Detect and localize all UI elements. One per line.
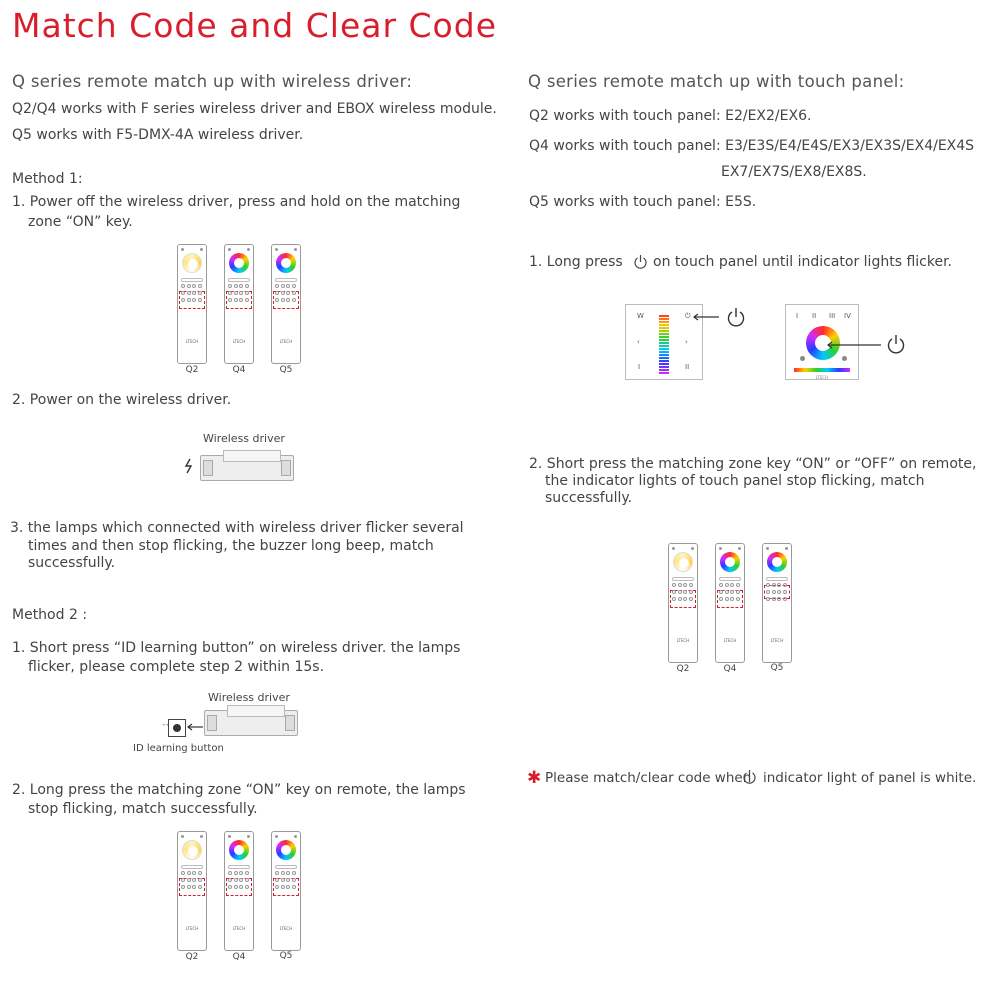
color-strip — [794, 368, 850, 372]
right-line-q4b: EX7/EX7S/EX8/EX8S. — [721, 164, 867, 180]
remote-label-q5: Q5 — [279, 951, 293, 961]
remote-label-q4: Q4 — [723, 664, 737, 674]
color-wheel-icon — [276, 840, 296, 860]
page-title: Match Code and Clear Code — [12, 6, 498, 45]
brand-label: LTECH — [723, 638, 737, 643]
id-learning-button — [168, 719, 186, 737]
color-bar — [659, 314, 669, 374]
right-heading: Q series remote match up with touch panel: — [528, 72, 905, 91]
method1-label: Method 1: — [12, 171, 83, 187]
brand-label: LTECH — [279, 339, 293, 344]
left-line-q2q4: Q2/Q4 works with F series wireless driver and EBOX wireless module. — [12, 101, 497, 117]
indicator-dots — [275, 248, 297, 252]
driver-label-2: Wireless driver — [208, 691, 290, 704]
remote-label-q2: Q2 — [185, 952, 199, 962]
method1-step3b: times and then stop flicking, the buzzer long beep, match — [28, 538, 434, 554]
remote-q5 — [271, 244, 301, 364]
panel2-label-4: IV — [844, 312, 851, 320]
indicator-dots — [275, 835, 297, 839]
brand-label: LTECH — [185, 926, 199, 931]
right-line-q4: Q4 works with touch panel: E3/E3S/E4/E4S/EX3/EX3S/EX4/EX4S — [529, 138, 975, 154]
remote-q5 — [271, 831, 301, 951]
wireless-driver-1 — [200, 455, 294, 481]
method1-step1: 1. Power off the wireless driver, press and hold on the matching — [12, 194, 461, 210]
panel2-label-2: II — [812, 312, 817, 320]
remote-q5 — [762, 543, 792, 663]
left-line-q5: Q5 works with F5-DMX-4A wireless driver. — [12, 127, 304, 143]
method2-step2: 2. Long press the matching zone “ON” key on remote, the lamps — [12, 782, 466, 798]
right-step1b: on touch panel until indicator lights flicker. — [653, 254, 952, 270]
power-icon — [633, 254, 648, 270]
zone-keys — [275, 284, 297, 308]
zone-keys — [766, 583, 788, 607]
remote-label-q4: Q4 — [232, 365, 246, 375]
color-wheel-icon — [229, 840, 249, 860]
right-step1a: 1. Long press — [529, 254, 623, 270]
color-wheel-icon — [767, 552, 787, 572]
zone-keys — [672, 583, 694, 607]
brand-label: LTECH — [185, 339, 199, 344]
color-wheel-icon — [229, 253, 249, 273]
wireless-driver-2 — [204, 710, 298, 736]
indicator-dots — [181, 248, 203, 252]
indicator-dots — [719, 547, 741, 551]
power-icon — [886, 334, 906, 356]
right-step2c: successfully. — [545, 490, 633, 506]
method1-step2: 2. Power on the wireless driver. — [12, 392, 232, 408]
remote-q4 — [224, 244, 254, 364]
note-text-b: indicator light of panel is white. — [763, 770, 977, 786]
method2-step1b: flicker, please complete step 2 within 15s. — [28, 659, 325, 675]
arrow-left-icon — [692, 312, 720, 322]
remote-q2 — [177, 831, 207, 951]
lightning-icon — [183, 458, 195, 474]
remote-label-q2: Q2 — [676, 664, 690, 674]
indicator-dots — [228, 248, 250, 252]
method2-step1: 1. Short press “ID learning button” on wireless driver. the lamps — [12, 640, 461, 656]
brand-label: LTECH — [232, 339, 246, 344]
method1-step3: 3. the lamps which connected with wireless driver flicker several — [10, 520, 464, 536]
color-wheel-icon — [720, 552, 740, 572]
indicator-dots — [181, 835, 203, 839]
remote-q4 — [715, 543, 745, 663]
arrow-left-icon — [826, 340, 882, 350]
left-heading: Q series remote match up with wireless driver: — [12, 72, 413, 91]
power-icon — [726, 307, 746, 329]
brand-label: LTECH — [770, 638, 784, 643]
brand-label: LTECH — [279, 926, 293, 931]
color-wheel-icon — [182, 253, 202, 273]
panel2-label-1: I — [796, 312, 799, 320]
right-line-q5: Q5 works with touch panel: E5S. — [529, 194, 757, 210]
brand-label: LTECH — [815, 375, 829, 380]
method1-step1b: zone “ON” key. — [28, 214, 133, 230]
zone-keys — [719, 583, 741, 607]
remote-label-q5: Q5 — [279, 365, 293, 375]
driver-label-1: Wireless driver — [203, 432, 285, 445]
panel-label-1: I — [638, 363, 641, 371]
note-text-a: Please match/clear code when — [545, 770, 752, 786]
zone-keys — [181, 871, 203, 895]
right-line-q2: Q2 works with touch panel: E2/EX2/EX6. — [529, 108, 812, 124]
remote-label-q2: Q2 — [185, 365, 199, 375]
method2-step2b: stop flicking, match successfully. — [28, 801, 258, 817]
color-wheel-icon — [182, 840, 202, 860]
zone-keys — [228, 871, 250, 895]
indicator-dots — [766, 547, 788, 551]
remote-q2 — [177, 244, 207, 364]
remote-q4 — [224, 831, 254, 951]
method1-step3c: successfully. — [28, 555, 116, 571]
remote-q2 — [668, 543, 698, 663]
right-step2: 2. Short press the matching zone key “ON” or “OFF” on remote, — [529, 456, 977, 472]
zone-keys — [228, 284, 250, 308]
panel-label-w: W — [637, 312, 644, 320]
panel-label-2: II — [685, 363, 690, 371]
zone-keys — [181, 284, 203, 308]
panel-label-left: ‹ — [637, 338, 640, 346]
color-wheel-icon — [276, 253, 296, 273]
indicator-dots — [228, 835, 250, 839]
power-icon — [742, 769, 757, 785]
asterisk-icon: ✱ — [527, 768, 542, 788]
remote-label-q4: Q4 — [232, 952, 246, 962]
indicator-dots — [672, 547, 694, 551]
id-learning-label: ID learning button — [133, 743, 224, 754]
brand-label: LTECH — [232, 926, 246, 931]
panel-power-label: ⏻ — [685, 312, 691, 320]
brand-label: LTECH — [676, 638, 690, 643]
zone-keys — [275, 871, 297, 895]
method2-label: Method 2 : — [12, 607, 88, 623]
color-wheel-icon — [673, 552, 693, 572]
panel-label-right: › — [685, 338, 688, 346]
panel2-label-3: III — [829, 312, 836, 320]
arrow-left-icon — [186, 722, 204, 732]
remote-label-q5: Q5 — [770, 663, 784, 673]
right-step2b: the indicator lights of touch panel stop flicking, match — [545, 473, 925, 489]
